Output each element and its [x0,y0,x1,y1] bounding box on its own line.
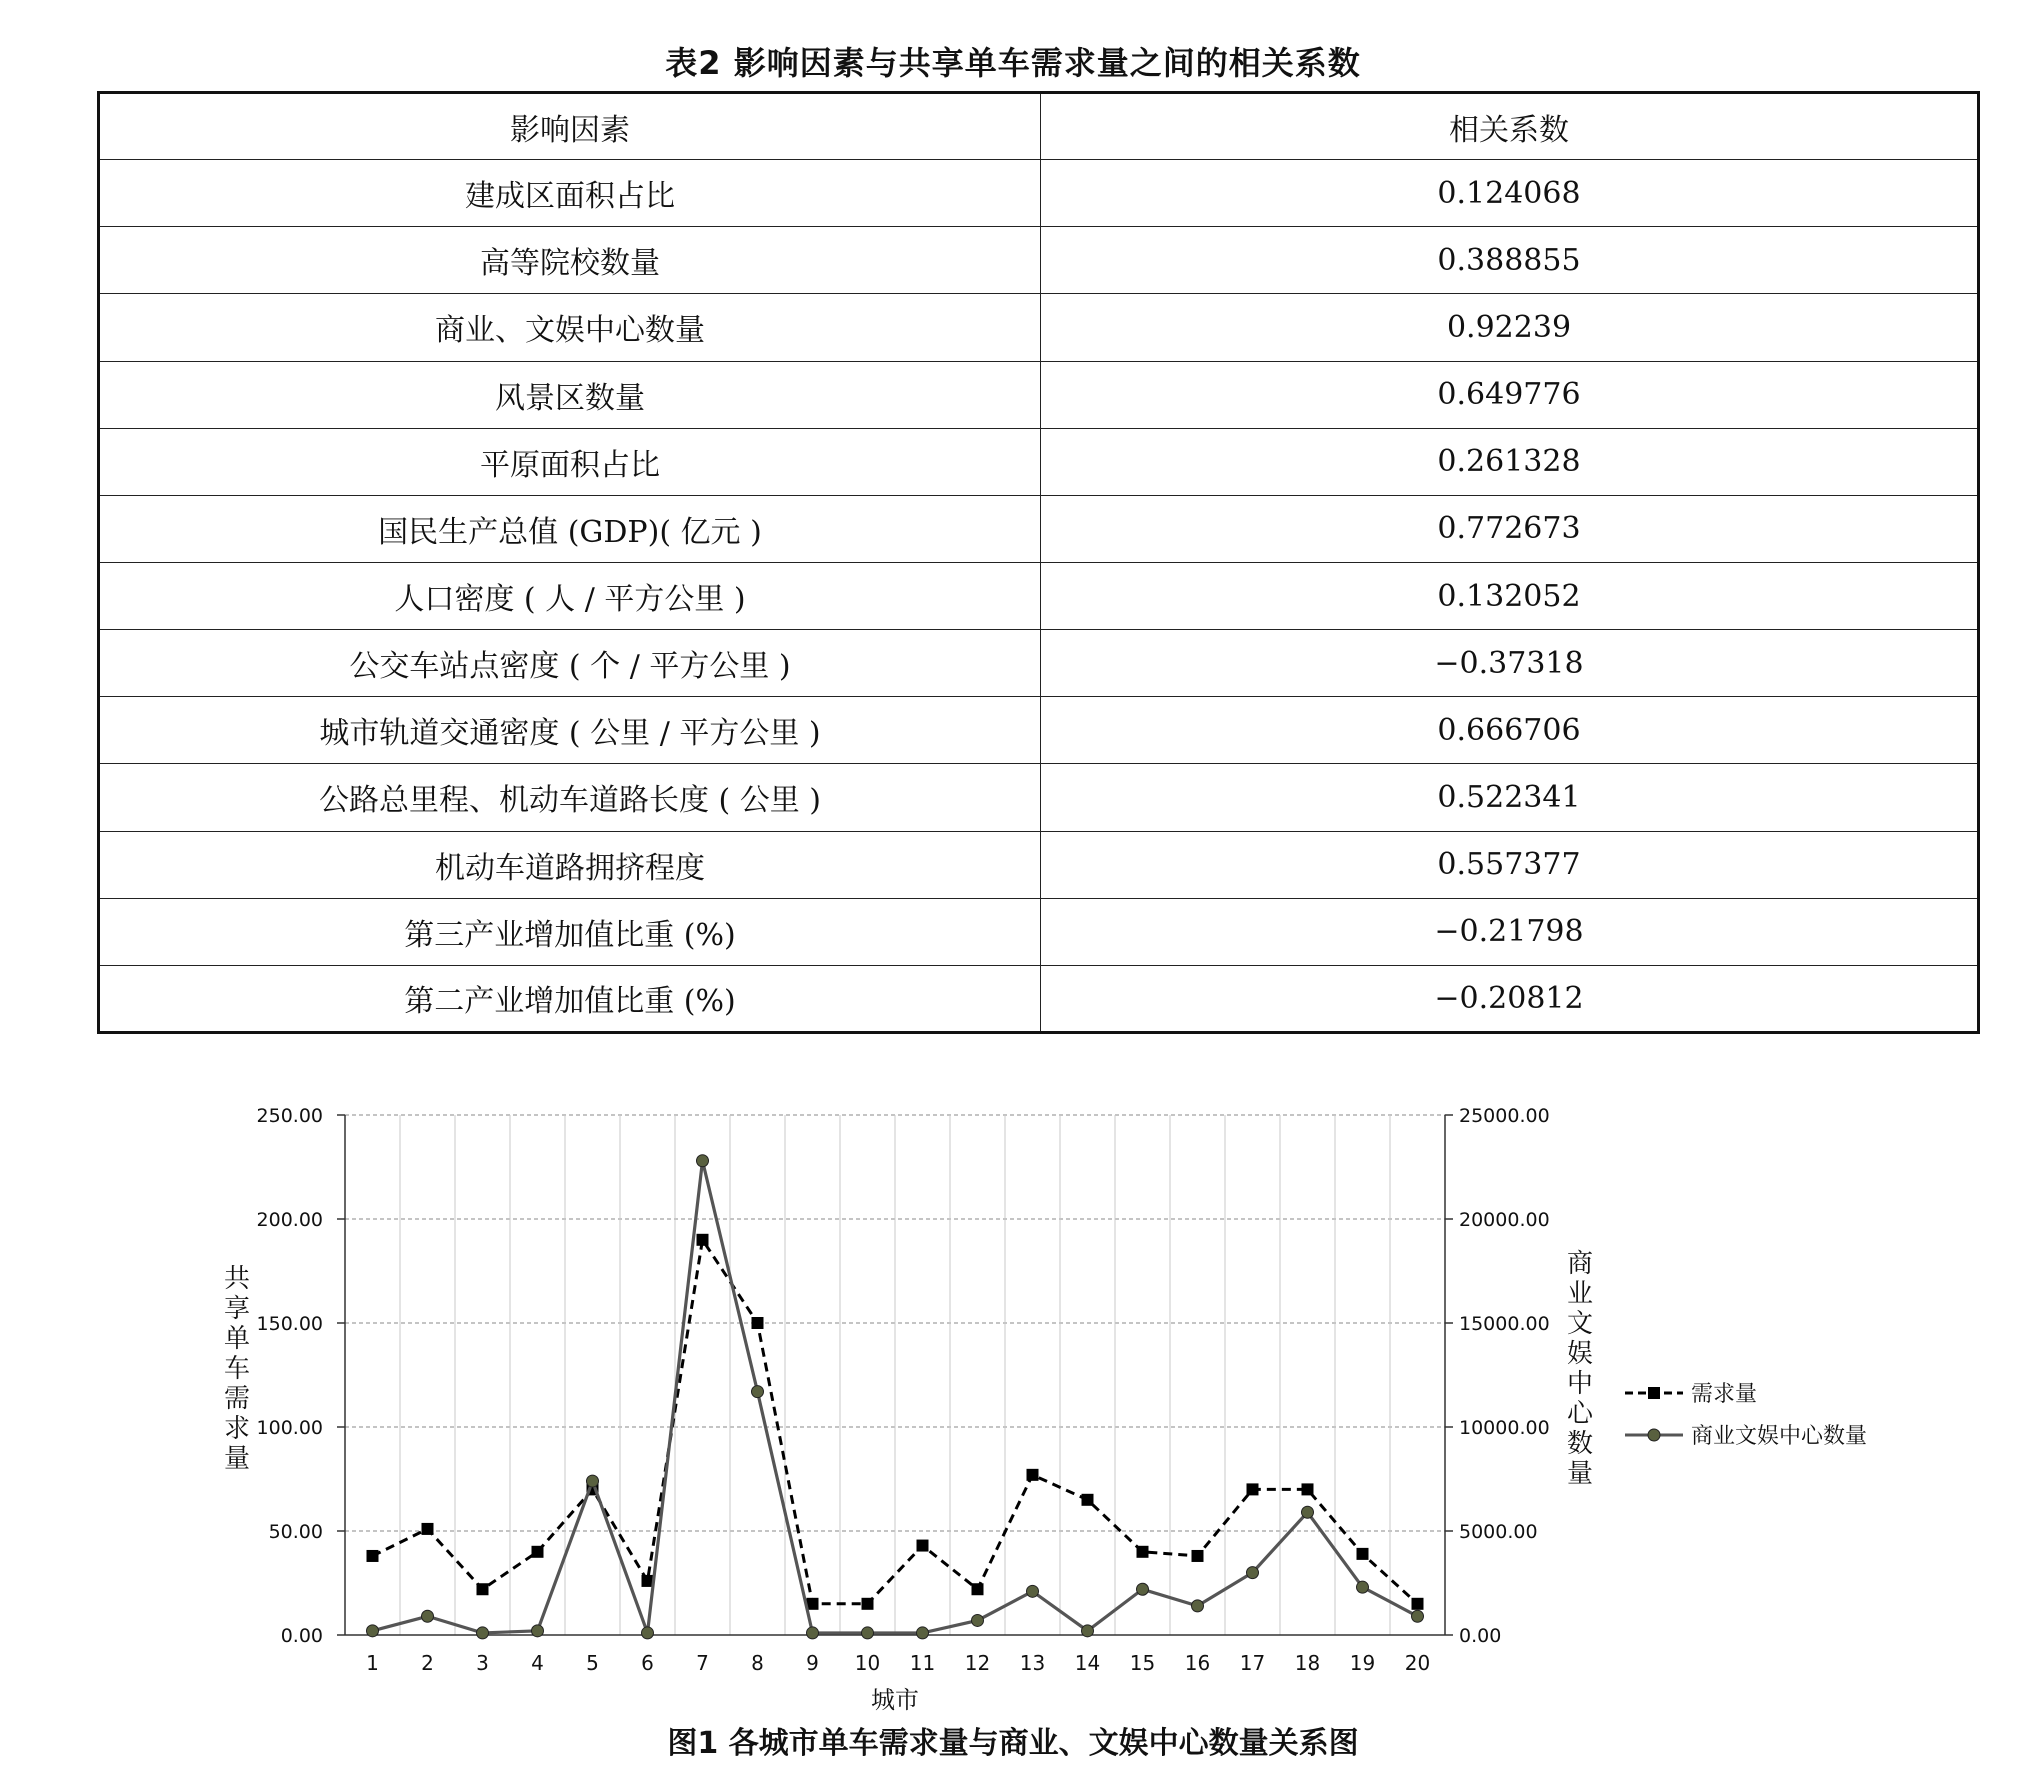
x-tick-label: 6 [641,1651,654,1675]
x-tick-label: 8 [751,1651,764,1675]
x-tick-label: 9 [806,1651,819,1675]
table-row [99,562,1979,629]
coefficient-cell: 0.649776 [1041,361,1979,428]
figure-caption: 图1 各城市单车需求量与商业、文娱中心数量关系图 [667,1726,1359,1761]
factor-cell: 人口密度 ( 人 / 平方公里 ) [99,562,1041,629]
coefficient-cell: 0.92239 [1041,294,1979,361]
left-tick-label: 150.00 [256,1313,323,1335]
data-point-centers [532,1625,544,1637]
coefficient-cell: 0.124068 [1041,160,1979,227]
table-title: 表2 影响因素与共享单车需求量之间的相关系数 [665,44,1361,82]
data-point-centers [807,1627,819,1639]
data-point-demand [697,1234,709,1246]
legend-marker-circle [1648,1429,1660,1441]
factor-cell: 公路总里程、机动车道路长度 ( 公里 ) [99,764,1041,831]
x-tick-label: 10 [854,1651,881,1675]
data-point-demand [1357,1548,1369,1560]
data-point-centers [1137,1583,1149,1595]
data-point-demand [1027,1469,1039,1481]
factor-cell: 国民生产总值 (GDP)( 亿元 ) [99,495,1041,562]
x-tick-label: 14 [1074,1651,1101,1675]
coefficient-cell: −0.20812 [1041,965,1979,1032]
coefficient-cell: 0.772673 [1041,495,1979,562]
data-point-demand [367,1550,379,1562]
coefficient-cell: 0.557377 [1041,831,1979,898]
data-point-centers [367,1625,379,1637]
data-point-demand [972,1583,984,1595]
factor-cell: 平原面积占比 [99,428,1041,495]
factor-cell: 城市轨道交通密度 ( 公里 / 平方公里 ) [99,697,1041,764]
right-tick-label: 25000.00 [1459,1105,1550,1127]
left-tick-label: 50.00 [268,1521,323,1543]
data-point-demand [422,1523,434,1535]
data-point-centers [917,1627,929,1639]
coefficient-cell: −0.37318 [1041,630,1979,697]
x-tick-label: 12 [964,1651,991,1675]
right-tick-label: 20000.00 [1459,1209,1550,1231]
x-tick-label: 4 [531,1651,544,1675]
factor-cell: 商业、文娱中心数量 [99,294,1041,361]
legend-marker-square [1648,1387,1660,1399]
factor-cell: 建成区面积占比 [99,160,1041,227]
coefficient-cell: 0.522341 [1041,764,1979,831]
table-row [99,764,1979,831]
coefficient-cell: −0.21798 [1041,898,1979,965]
data-point-demand [752,1317,764,1329]
factor-cell: 机动车道路拥挤程度 [99,831,1041,898]
data-point-centers [1192,1600,1204,1612]
data-point-demand [917,1540,929,1552]
data-point-demand [1082,1494,1094,1506]
chart-container [0,1080,2026,1730]
x-tick-label: 17 [1239,1651,1266,1675]
coefficient-cell: 0.666706 [1041,697,1979,764]
correlation-table [97,91,1980,1034]
data-point-demand [1302,1483,1314,1495]
data-point-demand [1247,1483,1259,1495]
factor-cell: 高等院校数量 [99,227,1041,294]
data-point-centers [1357,1581,1369,1593]
data-point-centers [477,1627,489,1639]
coefficient-cell: 0.388855 [1041,227,1979,294]
left-tick-label: 250.00 [256,1105,323,1127]
table-header-row [99,93,1979,160]
left-tick-label: 100.00 [256,1417,323,1439]
data-point-demand [1137,1546,1149,1558]
x-tick-label: 1 [366,1651,379,1675]
data-point-centers [1247,1567,1259,1579]
left-tick-label: 0.00 [280,1625,323,1647]
table-row [99,160,1979,227]
header-factor: 影响因素 [99,93,1041,160]
table-row [99,965,1979,1032]
table-row [99,428,1979,495]
data-point-centers [697,1155,709,1167]
x-tick-label: 3 [476,1651,489,1675]
data-point-demand [1192,1550,1204,1562]
left-tick-label: 200.00 [256,1209,323,1231]
table-row [99,495,1979,562]
data-point-centers [587,1475,599,1487]
data-point-centers [642,1627,654,1639]
x-tick-label: 11 [909,1651,936,1675]
table-row [99,630,1979,697]
x-tick-label: 19 [1349,1651,1376,1675]
right-tick-label: 15000.00 [1459,1313,1550,1335]
legend-label-2: 商业文娱中心数量 [1691,1424,1868,1449]
factor-cell: 风景区数量 [99,361,1041,428]
factor-cell: 公交车站点密度 ( 个 / 平方公里 ) [99,630,1041,697]
table-row [99,294,1979,361]
legend-label-1: 需求量 [1691,1382,1758,1407]
x-tick-label: 2 [421,1651,434,1675]
table-row [99,898,1979,965]
coefficient-cell: 0.132052 [1041,562,1979,629]
table-row [99,831,1979,898]
data-point-centers [972,1614,984,1626]
header-coefficient: 相关系数 [1041,93,1979,160]
table-row [99,697,1979,764]
right-tick-label: 10000.00 [1459,1417,1550,1439]
left-axis-label: 共享单车需求量 [223,1264,251,1474]
factor-cell: 第二产业增加值比重 (%) [99,965,1041,1032]
right-axis-label: 商业文娱中心数量 [1566,1249,1594,1489]
data-point-centers [752,1386,764,1398]
data-point-demand [1412,1598,1424,1610]
x-tick-label: 20 [1404,1651,1431,1675]
data-point-centers [862,1627,874,1639]
data-point-centers [1412,1610,1424,1622]
table-row [99,227,1979,294]
table-row [99,361,1979,428]
x-tick-label: 16 [1184,1651,1211,1675]
factor-cell: 第三产业增加值比重 (%) [99,898,1041,965]
data-point-centers [1302,1506,1314,1518]
data-point-centers [422,1610,434,1622]
dual-axis-line-chart [0,1080,2026,1730]
right-tick-label: 5000.00 [1459,1521,1538,1543]
x-axis-label: 城市 [871,1686,919,1714]
data-point-demand [862,1598,874,1610]
coefficient-cell: 0.261328 [1041,428,1979,495]
x-tick-label: 13 [1019,1651,1046,1675]
data-point-centers [1082,1625,1094,1637]
data-point-demand [532,1546,544,1558]
right-tick-label: 0.00 [1459,1625,1502,1647]
x-tick-label: 15 [1129,1651,1156,1675]
x-tick-label: 5 [586,1651,599,1675]
x-tick-label: 7 [696,1651,709,1675]
x-tick-label: 18 [1294,1651,1321,1675]
data-point-centers [1027,1585,1039,1597]
data-point-demand [477,1583,489,1595]
